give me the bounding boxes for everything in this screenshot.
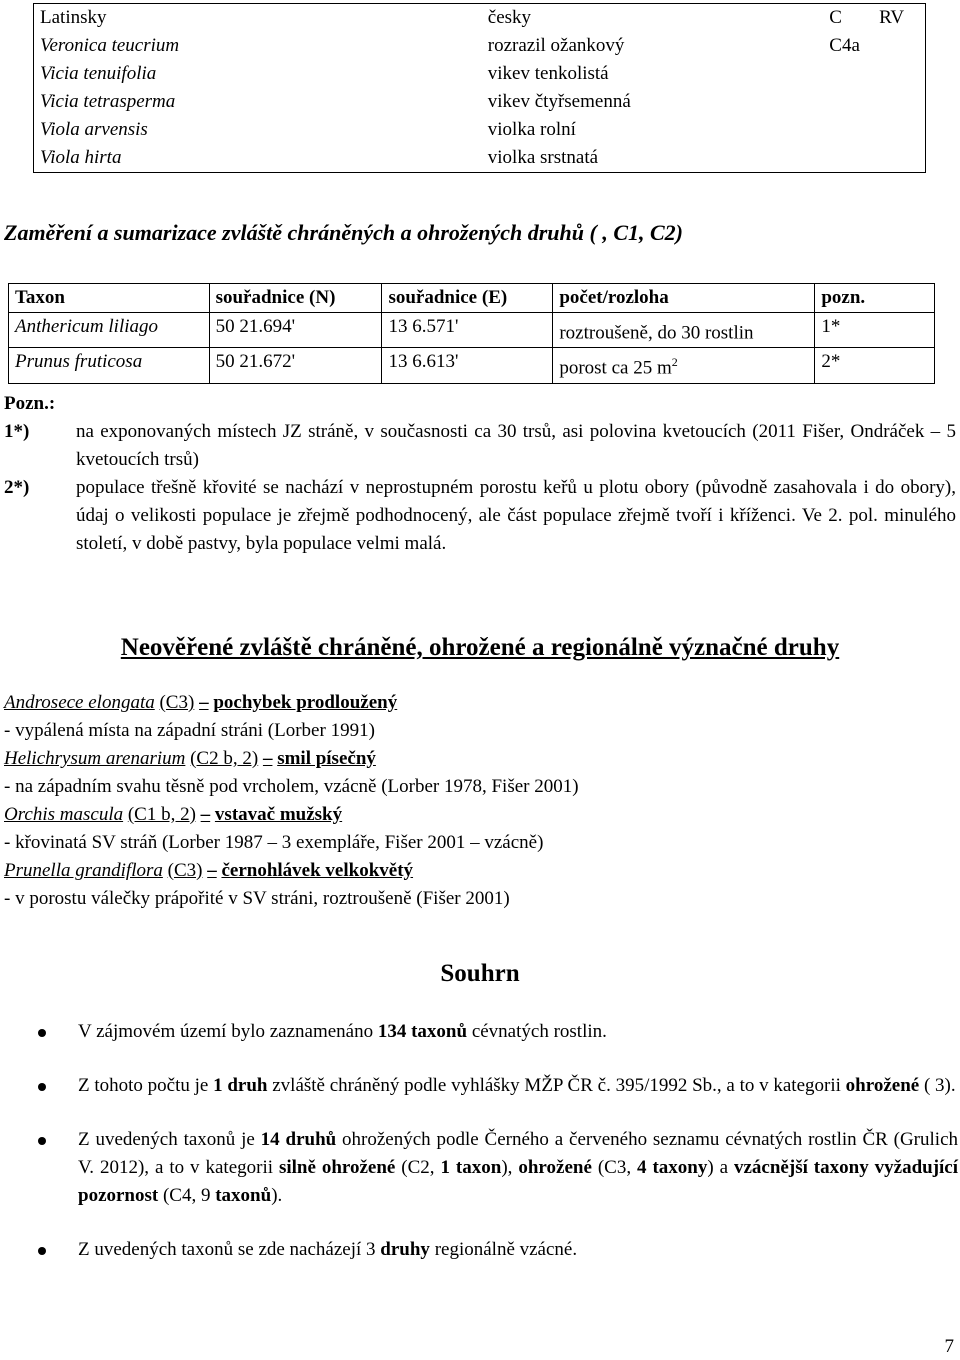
category-rv [873, 116, 925, 144]
summary-text: (C3, [591, 1157, 638, 1178]
summary-text: Z tohoto počtu je [78, 1075, 214, 1096]
header-czech: česky [487, 7, 532, 28]
table-row [34, 88, 926, 116]
taxon-name: Anthericum liliago [9, 313, 210, 348]
summary-text: ). [271, 1185, 283, 1206]
latin-name: Veronica teucrium [40, 35, 180, 56]
summary-bold: ohrožené [845, 1075, 920, 1096]
species-dash: – [199, 692, 209, 713]
summary-text: regionálně vzácné. [429, 1239, 578, 1260]
coord-n: 50 21.672' [209, 348, 382, 383]
plant-table [33, 3, 926, 173]
summary-text: Z uvedených taxonů je [78, 1129, 261, 1150]
category-c [823, 116, 873, 144]
bullet-icon [38, 1137, 46, 1145]
summary-text: (C2, [395, 1157, 441, 1178]
category-c [823, 88, 873, 116]
header-rv: RV [879, 7, 905, 28]
summary-bold: 4 taxony [637, 1157, 708, 1178]
header-note: pozn. [815, 284, 935, 313]
czech-name: violka rolní [487, 119, 576, 140]
summary-bold: druhy [380, 1239, 430, 1260]
latin-name: Vicia tetrasperma [40, 91, 176, 112]
category-c [823, 60, 873, 88]
coord-n: 50 21.694' [209, 313, 382, 348]
summary-text: Z uvedených taxonů se zde nacházejí 3 [78, 1239, 381, 1260]
category-c: C4a [829, 35, 860, 56]
species-dash: – [200, 804, 211, 825]
species-entry [4, 857, 944, 885]
species-detail: - křovinatá SV stráň (Lorber 1987 – 3 exempláře, Fišer 2001 – vzácně) [4, 832, 544, 853]
species-status: (C3) [167, 860, 203, 881]
category-rv [873, 60, 925, 88]
heading-measurement: Zaměření a sumarizace zvláště chráněných a ohrožených druhů ( , C1, C2) [4, 220, 683, 245]
header-latin: Latinsky [40, 7, 107, 28]
table-row [34, 116, 926, 144]
bullet-icon [38, 1083, 46, 1091]
summary-text: ( 3). [919, 1075, 956, 1096]
category-rv [873, 32, 925, 60]
summary-text: (C4, 9 [158, 1185, 216, 1206]
header-coord-n: souřadnice (N) [209, 284, 382, 313]
latin-name: Vicia tenuifolia [40, 63, 157, 84]
summary-item [38, 1126, 958, 1210]
note-ref: 2* [815, 348, 935, 383]
summary-text: ), [501, 1157, 519, 1178]
blank-cell [774, 116, 823, 144]
species-czech: pochybek prodloužený [213, 692, 398, 713]
species-entry [4, 801, 944, 829]
summary-item [38, 1236, 958, 1264]
species-status: (C3) [159, 692, 195, 713]
summary-bold: taxonů [215, 1185, 272, 1206]
header-c: C [829, 7, 842, 28]
czech-name: rozrazil ožankový [487, 35, 625, 56]
blank-cell [774, 88, 823, 116]
table-row [34, 60, 926, 88]
latin-name: Viola arvensis [40, 119, 148, 140]
table-row [9, 313, 935, 348]
note-ref: 1* [815, 313, 935, 348]
species-detail: - v porostu válečky prápořité v SV stráni, roztroušeně (Fišer 2001) [4, 888, 510, 909]
summary-item [38, 1018, 958, 1046]
count-text: porost ca 25 m [559, 357, 672, 379]
header-coord-e: souřadnice (E) [382, 284, 553, 313]
header-blank [774, 4, 823, 33]
species-dash: – [262, 748, 273, 769]
summary-text: cévnatých rostlin. [467, 1021, 607, 1042]
category-rv [873, 144, 925, 173]
summary-bold: 1 druh [213, 1075, 268, 1096]
notes-label: Pozn.: [4, 393, 56, 414]
species-latin: Androsece elongata [4, 692, 155, 713]
page-number: 7 [944, 1336, 954, 1357]
czech-name: vikev čtyřsemenná [487, 91, 631, 112]
summary-text: ) a [707, 1157, 734, 1178]
summary-bold: silně ohrožené [278, 1157, 396, 1178]
coord-e: 13 6.571' [382, 313, 553, 348]
blank-cell [774, 60, 823, 88]
category-rv [873, 88, 925, 116]
summary-item [38, 1072, 958, 1100]
plant-table-header [34, 4, 926, 33]
heading-unverified: Neověřené zvláště chráněné, ohrožené a regionálně význačné druhy [120, 634, 840, 661]
header-taxon: Taxon [9, 284, 210, 313]
summary-bold: 134 taxonů [377, 1021, 468, 1042]
note-item [4, 418, 956, 474]
measurement-table-header [9, 284, 935, 313]
count-area [553, 348, 815, 383]
summary-bold: 14 druhů [260, 1129, 337, 1150]
note-item [4, 474, 956, 558]
bullet-icon [38, 1029, 46, 1037]
czech-name: vikev tenkolistá [487, 63, 609, 84]
summary-bold: ohrožené [518, 1157, 592, 1178]
count-area [553, 313, 815, 348]
species-czech: vstavač mužský [214, 804, 343, 825]
czech-name: violka srstnatá [487, 147, 599, 168]
summary-bold: 1 taxon [440, 1157, 502, 1178]
notes-section [4, 390, 956, 558]
species-status: (C2 b, 2) [190, 748, 259, 769]
table-row [34, 32, 926, 60]
taxon-name: Prunus fruticosa [15, 351, 143, 373]
blank-cell [774, 144, 823, 173]
species-latin: Prunella grandiflora [4, 860, 163, 881]
blank-cell [774, 32, 823, 60]
species-latin: Orchis mascula [4, 804, 124, 825]
species-latin: Helichrysum arenarium [4, 748, 186, 769]
summary-list [38, 1018, 958, 1290]
note-text: na exponovaných místech JZ stráně, v současnosti ca 30 trsů, asi polovina kvetoucích (2011 Fišer, Ondráček – 5 kvetoucích trsů) [76, 421, 956, 470]
count-superscript: 2 [671, 355, 678, 370]
measurement-table [8, 283, 935, 384]
table-row [9, 348, 935, 383]
latin-name: Viola hirta [40, 147, 122, 168]
header-count: počet/rozloha [553, 284, 815, 313]
coord-e: 13 6.613' [382, 348, 553, 383]
species-detail: - na západním svahu těsně pod vrcholem, vzácně (Lorber 1978, Fišer 2001) [4, 776, 579, 797]
unverified-species-list [4, 689, 944, 913]
species-detail: - vypálená místa na západní stráni (Lorber 1991) [4, 720, 375, 741]
note-text: populace třešně křovité se nachází v neprostupném porostu keřů u plotu obory (původně zasahovala i do obory), údaj o velikosti populace je zřejmě podhodnocený, ale část populace zřejmě tvoří i kříženci. Ve 2. pol. minulého století, v době pastvy, byla populace velmi malá. [76, 477, 956, 554]
species-czech: smil písečný [277, 748, 376, 769]
species-dash: – [207, 860, 217, 881]
count-text: roztroušeně, do 30 rostlin [559, 322, 754, 344]
summary-text: V zájmovém území bylo zaznamenáno [78, 1021, 378, 1042]
species-entry [4, 745, 944, 773]
species-entry [4, 689, 944, 717]
summary-text: ohrožených podle Černého a červeného seznamu cévnatých rostlin ČR (Grulich V. 2012), a to v kategorii [78, 1129, 959, 1178]
heading-summary: Souhrn [440, 960, 520, 987]
table-row [34, 144, 926, 173]
category-c [823, 144, 873, 173]
note-marker: 2*) [4, 477, 30, 498]
summary-bold: vzácnější taxony vyžadující pozornost [78, 1157, 959, 1206]
summary-text: zvláště chráněný podle vyhlášky MŽP ČR č. 395/1992 Sb., a to v kategorii [267, 1075, 846, 1096]
note-marker: 1*) [4, 421, 30, 442]
species-status: (C1 b, 2) [127, 804, 196, 825]
species-czech: černohlávek velkokvětý [221, 860, 414, 881]
bullet-icon [38, 1247, 46, 1255]
